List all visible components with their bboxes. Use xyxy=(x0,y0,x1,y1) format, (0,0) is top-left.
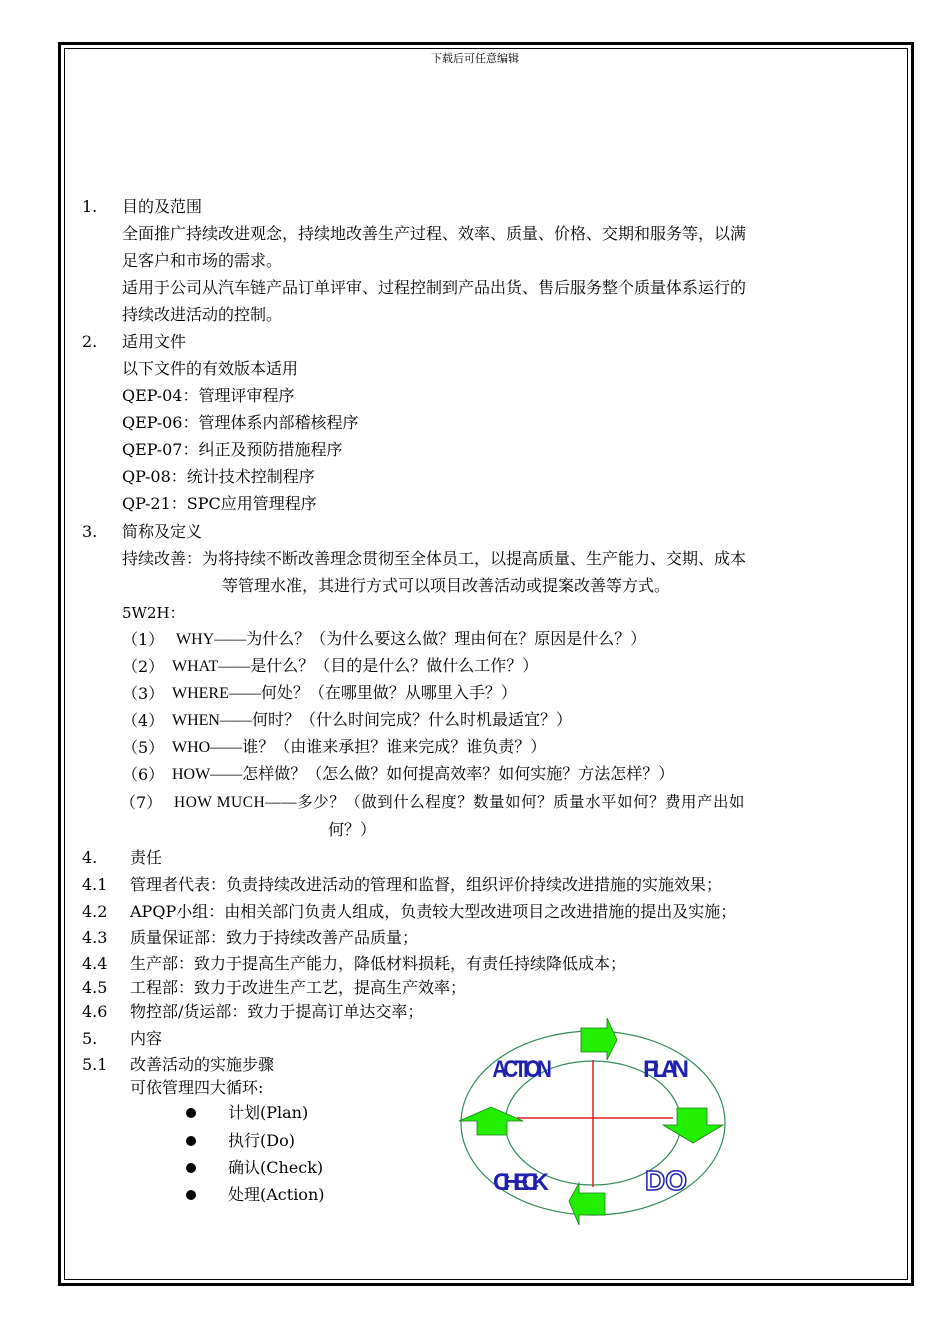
resp-item-no: 4.1 xyxy=(82,875,108,894)
5w2h-item-text: WHERE——何处？（在哪里做？从哪里入手？） xyxy=(172,685,517,702)
section-3-number: 3. xyxy=(82,522,98,541)
section-5-title: 内容 xyxy=(130,1029,163,1048)
doc-item: QP-21：SPC应用管理程序 xyxy=(122,494,317,513)
pdca-label-plan: PLAN xyxy=(643,1056,689,1083)
section-1-para2-line1: 适用于公司从汽车链产品订单评审、过程控制到产品出货、售后服务整个质量体系运行的 xyxy=(122,278,747,297)
cycle-step: 处理(Action) xyxy=(228,1185,325,1204)
5w2h-item-text: WHAT——是什么？（目的是什么？做什么工作？） xyxy=(172,658,539,675)
5w2h-item-text: WHEN——何时？（什么时间完成？什么时机最适宜？） xyxy=(172,712,572,729)
section-1-para2-line2: 持续改进活动的控制。 xyxy=(122,305,283,324)
resp-item-text: 工程部：致力于改进生产工艺，提高生产效率； xyxy=(130,978,467,997)
resp-item-text: 生产部：致力于提高生产能力，降低材料损耗，有责任持续降低成本； xyxy=(130,954,627,973)
doc-item: QEP-07：纠正及预防措施程序 xyxy=(122,440,343,459)
5w2h-item-no: （5） xyxy=(122,738,165,757)
section-4-number: 4. xyxy=(82,848,98,867)
bullet-dot xyxy=(186,1190,196,1200)
5w2h-item-no: （7） xyxy=(120,793,163,812)
resp-item-no: 4.3 xyxy=(82,928,108,947)
5w2h-item-7-line2: 何？） xyxy=(328,820,377,839)
arrow-right-icon xyxy=(581,1018,617,1060)
5w2h-item-text: HOW MUCH——多少？（做到什么程度？数量如何？质量水平如何？费用产出如 xyxy=(174,794,746,811)
resp-item-text: 物控部/货运部：致力于提高订单达交率； xyxy=(130,1002,424,1021)
5w2h-item-no: （4） xyxy=(122,711,165,730)
resp-item-text: 管理者代表：负责持续改进活动的管理和监督，组织评价持续改进措施的实施效果； xyxy=(130,875,723,894)
5w2h-item-text: WHY——为什么？（为什么要这么做？理由何在？原因是什么？） xyxy=(176,631,647,648)
resp-item-text: APQP小组：由相关部门负责人组成，负责较大型改进项目之改进措施的提出及实施； xyxy=(130,902,737,921)
arrow-left-icon xyxy=(569,1183,605,1225)
section-2-title: 适用文件 xyxy=(122,332,187,351)
5w2h-item-no: （2） xyxy=(122,657,165,676)
arrow-up-icon xyxy=(459,1107,523,1135)
definition-line2: 等管理水准，其进行方式可以项目改善活动或提案改善等方式。 xyxy=(222,576,671,595)
resp-item-no: 4.4 xyxy=(82,954,108,973)
doc-item: QP-08：统计技术控制程序 xyxy=(122,467,315,486)
bullet-dot xyxy=(186,1163,196,1173)
cycle-step: 执行(Do) xyxy=(228,1131,295,1150)
resp-item-no: 4.2 xyxy=(82,902,108,921)
5w2h-item-text: HOW——怎样做？（怎么做？如何提高效率？如何实施？方法怎样？） xyxy=(172,766,675,783)
pdca-cycle-diagram xyxy=(455,1015,735,1235)
section-5-1-number: 5.1 xyxy=(82,1055,108,1074)
pdca-label-do: DO xyxy=(645,1165,687,1196)
section-2-number: 2. xyxy=(82,332,98,351)
5w2h-item-text: WHO——谁？（由谁来承担？谁来完成？谁负责？） xyxy=(172,739,547,756)
header-note: 下载后可任意编辑 xyxy=(431,52,519,65)
section-2-intro: 以下文件的有效版本适用 xyxy=(122,359,299,378)
section-1-para1-line1: 全面推广持续改进观念，持续地改善生产过程、效率、质量、价格、交期和服务等，以满 xyxy=(122,224,747,243)
section-1-para1-line2: 足客户和市场的需求。 xyxy=(122,251,283,270)
bullet-dot xyxy=(186,1136,196,1146)
section-5-number: 5. xyxy=(82,1029,98,1048)
section-1-number: 1. xyxy=(82,197,98,216)
pdca-label-check: CHECK xyxy=(493,1169,549,1196)
resp-item-text: 质量保证部：致力于持续改善产品质量； xyxy=(130,928,419,947)
resp-item-no: 4.5 xyxy=(82,978,108,997)
arrow-down-icon xyxy=(663,1108,723,1143)
pdca-label-action: ACTION xyxy=(492,1055,552,1083)
resp-item-no: 4.6 xyxy=(82,1002,108,1021)
definition-line1: 持续改善：为将持续不断改善理念贯彻至全体员工，以提高质量、生产能力、交期、成本 xyxy=(122,549,747,568)
section-3-title: 简称及定义 xyxy=(122,522,203,541)
cycle-intro: 可依管理四大循环: xyxy=(130,1078,264,1097)
5w2h-item-no: （6） xyxy=(122,765,165,784)
section-5-1-title: 改善活动的实施步骤 xyxy=(130,1055,275,1074)
5w2h-item-no: （3） xyxy=(122,684,165,703)
section-4-title: 责任 xyxy=(130,848,163,867)
doc-item: QEP-06：管理体系内部稽核程序 xyxy=(122,413,359,432)
cycle-step: 计划(Plan) xyxy=(228,1103,309,1122)
5w2h-label: 5W2H： xyxy=(122,604,185,622)
section-1-title: 目的及范围 xyxy=(122,197,203,216)
cycle-step: 确认(Check) xyxy=(228,1158,324,1177)
5w2h-item-no: （1） xyxy=(122,630,165,649)
doc-item: QEP-04：管理评审程序 xyxy=(122,386,295,405)
bullet-dot xyxy=(186,1108,196,1118)
